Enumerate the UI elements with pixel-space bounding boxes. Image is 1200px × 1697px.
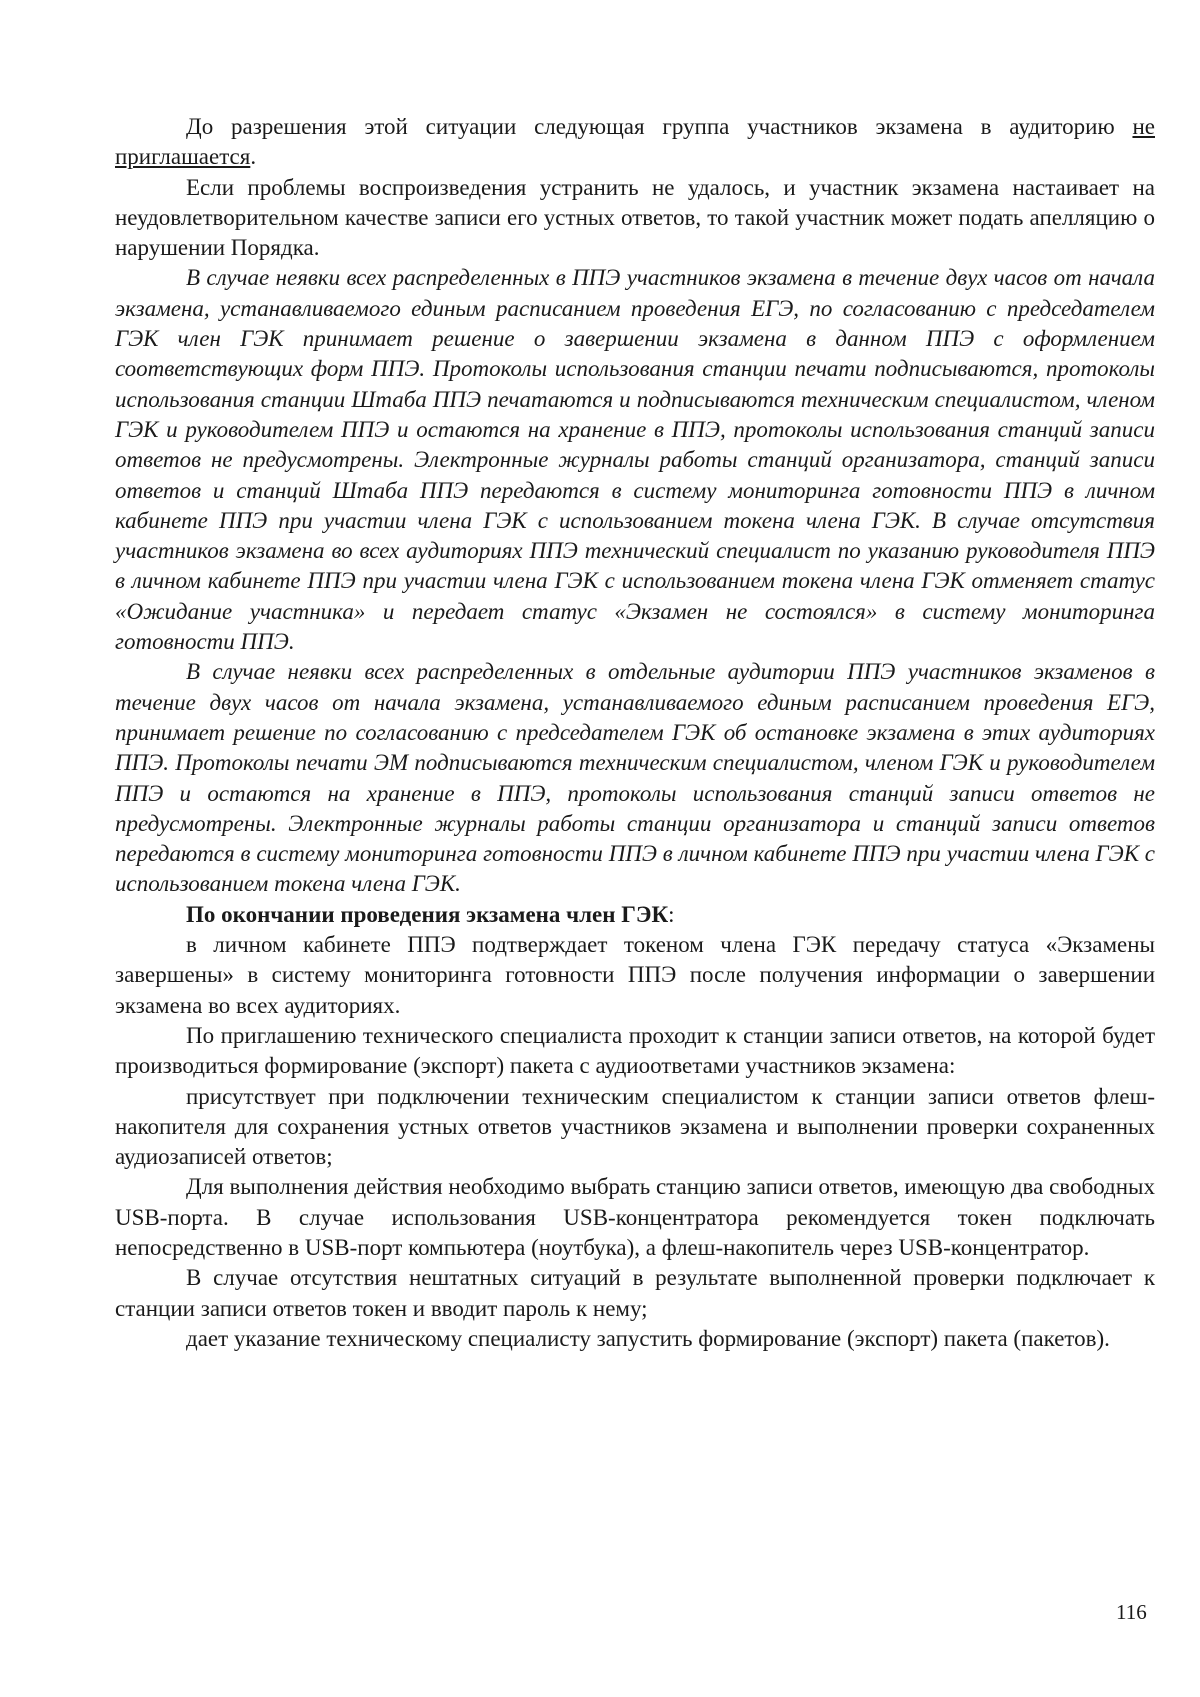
paragraph-1	[115, 112, 1155, 173]
paragraph-10: В случае отсутствия нештатных ситуаций в результате выполненной проверки подключает к станции записи ответов токен и вводит пароль к нему;	[115, 1265, 1155, 1321]
paragraph-1-end: .	[250, 144, 257, 170]
bold-heading: По окончании проведения экзамена член ГЭК	[186, 901, 669, 927]
paragraph-2: Если проблемы воспроизведения устранить не удалось, и участник экзамена настаивает на неудовлетворительном качестве записи его устных ответов, то такой участник может подать апелляцию о нарушении Порядка.	[115, 174, 1155, 261]
paragraph-1-text: До разрешения этой ситуации следующая группа участников экзамена в аудиторию	[186, 114, 1133, 139]
paragraph-11: дает указание техническому специалисту запустить формирование (экспорт) пакета (пакетов).	[186, 1325, 1110, 1351]
underlined-invited: приглашается	[115, 144, 251, 170]
paragraph-5-heading	[115, 900, 1155, 930]
underlined-not: не	[1132, 114, 1155, 139]
page-number: 116	[1116, 1600, 1147, 1624]
paragraph-8: присутствует при подключении техническим специалистом к станции записи ответов флеш-накопителя для сохранения устных ответов участников экзамена и выполнении проверки сохраненных аудиозаписей ответов;	[115, 1083, 1155, 1170]
paragraph-9: Для выполнения действия необходимо выбрать станцию записи ответов, имеющую два свободных USB-порта. В случае использования USB-концентратора рекомендуется токен подключать непосредственно в USB-порт компьютера (ноутбука), а флеш-накопитель через USB-концентратор.	[115, 1174, 1155, 1260]
heading-colon: :	[668, 901, 675, 927]
document-body	[115, 112, 1155, 1354]
paragraph-4-italic: В случае неявки всех распределенных в отдельные аудитории ППЭ участников экзаменов в течение двух часов от начала экзамена, устанавливаемого единым расписанием проведения ЕГЭ, принимает решение по согласованию с председателем ГЭК об остановке экзамена в этих аудиториях ППЭ. Протоколы печати ЭМ подписываются техническим специалистом, членом ГЭК и руководителем ППЭ и остаются на хранение в ППЭ, протоколы использования станций записи ответов не предусмотрены. Электронные журналы работы станции организатора и станций записи ответов передаются в систему мониторинга готовности ППЭ в личном кабинете ППЭ при участии члена ГЭК с использованием токена члена ГЭК.	[115, 659, 1155, 897]
paragraph-6: в личном кабинете ППЭ подтверждает токеном члена ГЭК передачу статуса «Экзамены завершены» в систему мониторинга готовности ППЭ после получения информации о завершении экзамена во всех аудиториях.	[115, 932, 1155, 1018]
paragraph-7: По приглашению технического специалиста проходит к станции записи ответов, на которой будет производиться формирование (экспорт) пакета с аудиоответами участников экзамена:	[115, 1022, 1155, 1079]
paragraph-3-italic: В случае неявки всех распределенных в ППЭ участников экзамена в течение двух часов от начала экзамена, устанавливаемого единым расписанием проведения ЕГЭ, по согласованию с председателем ГЭК член ГЭК принимает решение о завершении экзамена в данном ППЭ с оформлением соответствующих форм ППЭ. Протоколы использования станции печати подписываются, протоколы использования станции Штаба ППЭ печатаются и подписываются техническим специалистом, членом ГЭК и руководителем ППЭ и остаются на хранение в ППЭ, протоколы использования станций записи ответов не предусмотрены. Электронные журналы работы станций организатора, станций записи ответов и станций Штаба ППЭ передаются в систему мониторинга готовности ППЭ в личном кабинете ППЭ при участии члена ГЭК с использованием токена члена ГЭК. В случае отсутствия участников экзамена во всех аудиториях ППЭ технический специалист по указанию руководителя ППЭ в личном кабинете ППЭ при участии члена ГЭК с использованием токена члена ГЭК отменяет статус «Ожидание участника» и передает статус «Экзамен не состоялся» в систему мониторинга готовности ППЭ.	[115, 265, 1155, 655]
